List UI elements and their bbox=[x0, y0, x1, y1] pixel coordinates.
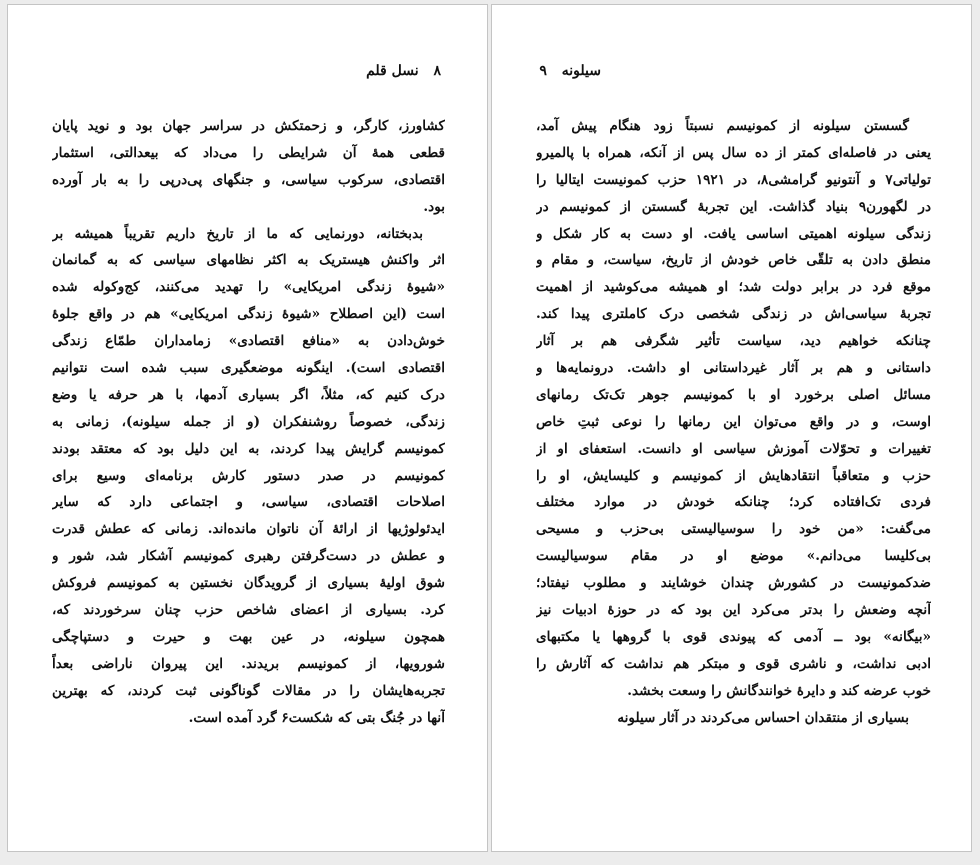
text-line: بود. bbox=[423, 198, 445, 215]
text-line: اوست، و در واقع می‌توان این رمانها را نوعی ثبتِ خاص bbox=[536, 413, 931, 430]
text-line: «بیگانه» بود ــ آدمی که پیوندی قوی با گروهها یا مکتبهای bbox=[536, 628, 931, 645]
text-line: یعنی در فاصله‌ای کمتر از ده سال پس از آنکه، همراه با پالمیرو bbox=[536, 144, 931, 161]
page-number: ۸ bbox=[433, 63, 441, 79]
text-line: اثر واکنش هیستریک به اکثر نظامهای سیاسی که به گمانمان bbox=[52, 252, 445, 269]
right-page bbox=[491, 4, 972, 852]
text-line: خوش‌دادن به «منافع اقتصادی» زمامداران طمّاع زندگی bbox=[52, 333, 445, 350]
text-line: بسیاری از منتقدان احساس می‌کردند در آثار سیلونه bbox=[617, 709, 909, 726]
text-line: قطعی همهٔ آن شرایطی را می‌داد که بیعدالتی، استثمار bbox=[52, 144, 445, 161]
text-line: گسستن سیلونه از کمونیسم نسبتاً زود هنگام پیش آمد، bbox=[536, 118, 909, 134]
text-line: اصلاحات اقتصادی، سیاسی، و اجتماعی دارد که سایر bbox=[52, 494, 445, 511]
running-head: نسل قلم bbox=[366, 63, 419, 79]
page-header bbox=[366, 63, 441, 79]
text-line: تغییرات و تحوّلات آموزش سیاسی او دانست. استعفای او از bbox=[536, 440, 931, 457]
text-line: مسائل اصلی برخورد او با کمونیسم جوهر تک‌تک رمانهای bbox=[536, 386, 931, 403]
text-line: چنانکه خواهیم دید، سیاست تأثیر شگرفی هم بر آثار bbox=[536, 333, 931, 350]
text-line: کمونیسم گرایش پیدا کردند، به این دلیل بود که معتقد بودند bbox=[52, 440, 445, 457]
text-line: کشاورز، کارگر، و زحمتکش در سراسر جهان بود و نوید پایان bbox=[52, 118, 445, 134]
body-text bbox=[52, 113, 445, 731]
text-line: تجربهٔ سیاسی‌اش در زندگی شخصی درک کاملتری پیدا کند. bbox=[536, 306, 931, 323]
text-line: داستانی و هم بر آثار غیرداستانی او داشت. درونمایه‌ها و bbox=[536, 360, 931, 377]
text-line: زندگی، خصوصاً روشنفکران (و از جمله سیلونه)، زمانی به bbox=[52, 413, 445, 430]
text-line: است (این اصطلاح «شیوهٔ زندگی امریکایی» هم در واقع جلوهٔ bbox=[52, 306, 445, 323]
text-line: ادبی نداشت، و ناشری قوی و مبتکر هم نداشت که آثارش را bbox=[536, 655, 931, 672]
text-line: موقع فرد در برابر دولت شد؛ او همیشه می‌کوشید از اهمیت bbox=[536, 279, 931, 296]
text-line: ضدکمونیست در کشورش چندان خوشایند و مطلوب نیفتاد؛ bbox=[536, 575, 931, 592]
text-line: شوق اولیهٔ بسیاری از گرویدگان نخستین به کمونیسم فروکش bbox=[52, 575, 445, 592]
text-line: زندگی سیلونه اهمیتی اساسی یافت. او دست به کار شکل و bbox=[536, 225, 931, 242]
text-line: حزب و متعاقباً انتقادهایش از کمونیسم و کلیسایش، او را bbox=[536, 467, 931, 484]
page-number: ۹ bbox=[539, 63, 547, 79]
text-line: تجربه‌هایشان را در مقالات گوناگونی ثبت کردند، که بهترین bbox=[52, 682, 445, 699]
text-line: بی‌کلیسا می‌دانم.» موضع او در مقام سوسیالیست bbox=[536, 548, 931, 565]
text-line: درک کنیم که، مثلاً، اگر بسیاری آدمها، با هر حرفه یا وضع bbox=[52, 386, 445, 403]
text-line: در لگهورن۹ بنیاد گذاشت. این تجربهٔ گسستن از کمونیسم در bbox=[536, 198, 931, 215]
page-header bbox=[539, 63, 601, 79]
text-line: خوب عرضه کند و دایرهٔ خوانندگانش را وسعت بخشد. bbox=[627, 682, 931, 699]
text-line: اقتصادی است). اینگونه موضعگیری سبب شده است نتوانیم bbox=[52, 360, 445, 377]
text-line: فردی تک‌افتاده کرد؛ چنانکه خودش در موارد مختلف bbox=[536, 494, 931, 511]
text-line: و عطش در دست‌گرفتن رهبری کمونیسم آشکار شد، شور و bbox=[52, 548, 445, 565]
text-line: بدبختانه، دورنمایی که ما از تاریخ داریم تقریباً همیشه بر bbox=[52, 225, 423, 242]
text-line: اقتصادی، سرکوب سیاسی، و جنگهای پی‌درپی را به بار آورده bbox=[52, 171, 445, 188]
text-line: آنها در جُنگ بتی که شکست۶ گرد آمده است. bbox=[188, 709, 445, 726]
text-line: کمونیسم در صدر دستور کارش برنامه‌ای وسیع برای bbox=[52, 467, 445, 484]
text-line: همچون سیلونه، در عین بهت و حیرت و دستپاچگی bbox=[52, 628, 445, 645]
text-line: تولیاتی۷ و آنتونیو گرامشی۸، در ۱۹۲۱ حزب کمونیست ایتالیا را bbox=[536, 171, 931, 188]
text-line: کرد. بسیاری از اعضای شاخص حزب چنان سرخوردند که، bbox=[52, 602, 445, 619]
running-head: سیلونه bbox=[561, 63, 601, 79]
text-line: ایدئولوژیها از ارائهٔ آن ناتوان مانده‌اند. زمانی که عطش قدرت bbox=[52, 521, 445, 538]
text-line: شورویها، از کمونیسم بریدند. این پیروان ناراضی بعداً bbox=[52, 655, 445, 672]
text-line: «شیوهٔ زندگی امریکایی» را تهدید می‌کنند، کج‌وکوله شده bbox=[52, 279, 445, 296]
text-line: می‌گفت: «من خود را سوسیالیستی بی‌حزب و مسیحی bbox=[536, 521, 931, 538]
body-text bbox=[536, 113, 931, 731]
text-line: منطق دادن به تلقّی خاص خودش از تاریخ، سیاست، و مقام و bbox=[536, 252, 931, 269]
left-page bbox=[7, 4, 488, 852]
text-line: آنچه وضعش را بدتر می‌کرد این بود که در حوزهٔ ادبیات نیز bbox=[536, 602, 931, 619]
